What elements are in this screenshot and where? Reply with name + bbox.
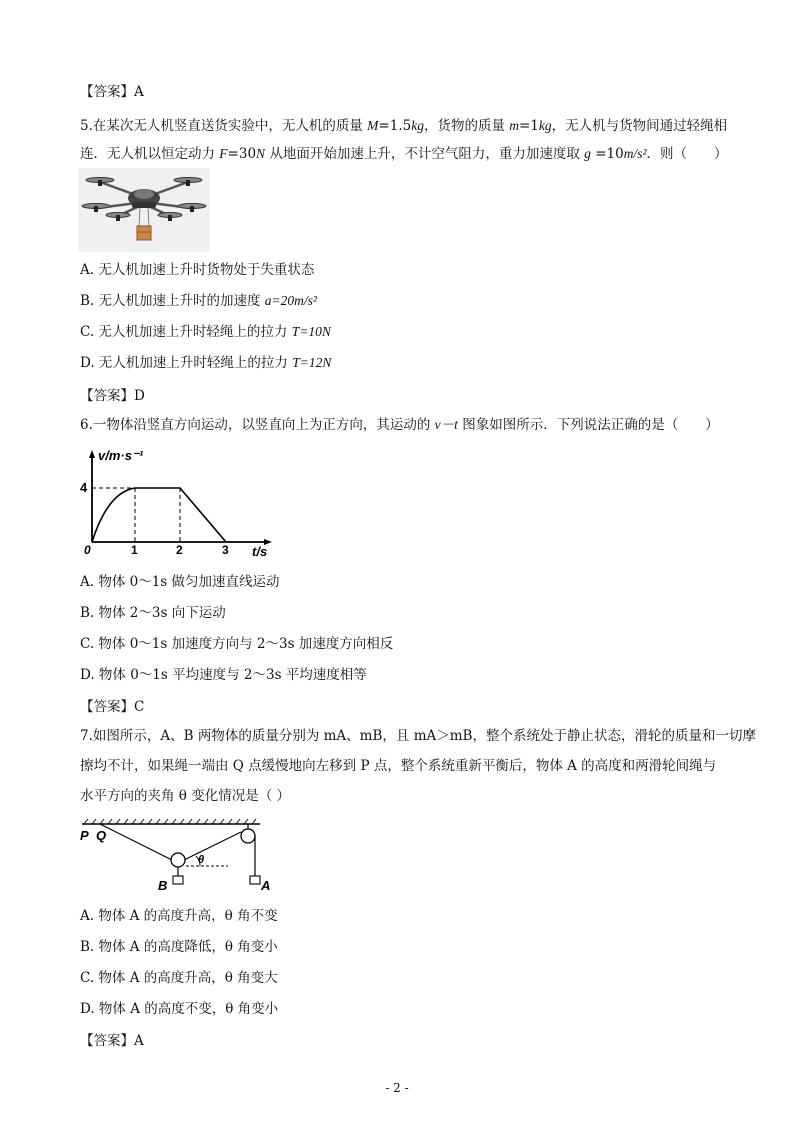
theta-label: θ (198, 854, 205, 866)
q7-option-c: C. 物体 A 的高度升高，θ 角变大 (80, 970, 278, 986)
q5-var-M: M (367, 118, 379, 133)
q5-option-b: B. 无人机加速上升时的加速度 a=20m/s² (80, 293, 317, 309)
q5-text: 从地面开始加速上升，不计空气阻力，重力加速度取 (265, 146, 585, 162)
q5-text: =1 (519, 118, 539, 134)
x-tick-3: 3 (222, 543, 229, 557)
q5-unit: kg (538, 118, 552, 133)
page-number: - 2 - (385, 1081, 409, 1095)
q5-var-F: F (219, 146, 228, 161)
q5-text: ，货物的质量 (423, 118, 510, 134)
q5-var-g: g (584, 146, 591, 161)
q4-answer: 【答案】A (80, 84, 144, 100)
origin-label: 0 (84, 543, 91, 557)
q5-var-m: m (509, 118, 519, 133)
q5-text: 5.在某次无人机竖直送货实验中，无人机的质量 (80, 118, 368, 134)
vt-graph (80, 444, 280, 559)
q5-option-c: C. 无人机加速上升时轻绳上的拉力 T=10N (80, 324, 331, 340)
q6-option-d: D. 物体 0～1s 平均速度与 2～3s 平均速度相等 (80, 667, 367, 683)
y-axis-label: v/m·s⁻¹ (98, 448, 144, 463)
q5-option-d: D. 无人机加速上升时轻绳上的拉力 T=12N (80, 355, 332, 371)
q7-option-a: A. 物体 A 的高度升高，θ 角不变 (80, 908, 278, 924)
q5-stem-line2 (80, 144, 728, 164)
q5-text: 连．无人机以恒定动力 (80, 146, 220, 162)
q5-text: ，无人机与货物间通过轻绳相 (551, 118, 728, 134)
q7-option-b: B. 物体 A 的高度降低，θ 角变小 (80, 939, 278, 955)
q5-text: =30 (227, 146, 257, 162)
q6-stem: 6.一物体沿竖直方向运动，以竖直向上为正方向，其运动的 v－t 图象如图所示．下列说法正确的是（ ） (80, 417, 719, 433)
point-q-label: Q (96, 828, 107, 843)
q5-stem-line1 (80, 116, 727, 136)
q5-option-a: A. 无人机加速上升时货物处于失重状态 (80, 262, 315, 278)
q5-unit: N (256, 146, 266, 161)
q5-answer: 【答案】D (80, 388, 145, 404)
q6-answer: 【答案】C (80, 699, 145, 715)
object-b-label: B (158, 878, 168, 893)
q5-unit: kg (411, 118, 424, 133)
q5-text: =10 (590, 146, 624, 162)
q5-text: =1.5 (378, 118, 412, 134)
q5-unit: m/s² (623, 146, 647, 161)
x-tick-1: 1 (131, 543, 138, 557)
q7-option-d: D. 物体 A 的高度不变，θ 角变小 (80, 1001, 279, 1017)
pulley-diagram (78, 816, 271, 893)
y-tick-4: 4 (80, 480, 88, 495)
q7-stem-line1: 7.如图所示，A、B 两物体的质量分别为 mA、mB，且 mA＞mB，整个系统处于静止状态，滑轮的质量和一切摩 (80, 728, 756, 744)
x-axis-label: t/s (252, 544, 268, 559)
q6-option-a: A. 物体 0～1s 做匀加速直线运动 (80, 574, 280, 590)
q6-option-c: C. 物体 0～1s 加速度方向与 2～3s 加速度方向相反 (80, 636, 394, 652)
drone-image (78, 168, 210, 252)
q6-option-b: B. 物体 2～3s 向下运动 (80, 605, 226, 621)
q7-stem-line2: 擦均不计，如果绳一端由 Q 点缓慢地向左移到 P 点，整个系统重新平衡后，物体 A 的高度和两滑轮间绳与 (80, 758, 717, 774)
point-p-label: P (80, 828, 89, 843)
object-a-label: A (261, 878, 271, 893)
x-tick-2: 2 (176, 543, 183, 557)
q5-text: ．则（ ） (646, 146, 728, 162)
q7-answer: 【答案】A (80, 1033, 144, 1049)
q7-stem-line3: 水平方向的夹角 θ 变化情况是（ ） (80, 788, 291, 804)
